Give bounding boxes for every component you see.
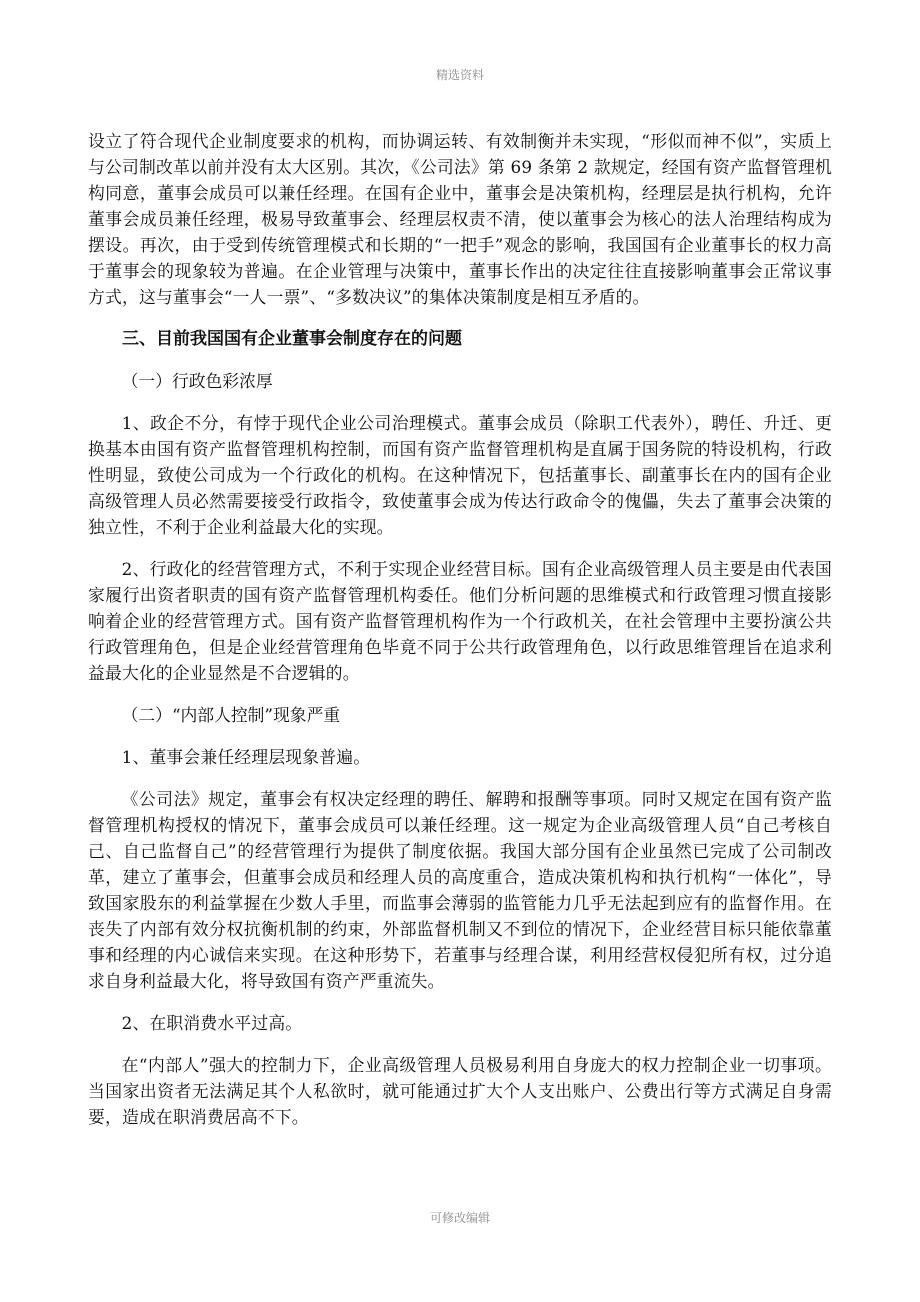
document-body	[88, 128, 832, 1146]
paragraph-company-law: 《公司法》规定，董事会有权决定经理的聘任、解聘和报酬等事项。同时又规定在国有资产监督管理机构授权的情况下，董事会成员可以兼任经理。这一规定为企业高级管理人员“自己考核自己、自己监督自己”的经营管理行为提供了制度依据。我国大部分国有企业虽然已完成了公司制改革，建立了董事会，但董事会成员和经理人员的高度重合，造成决策机构和执行机构“一体化”，导致国家股东的利益掌握在少数人手里，而监事会薄弱的监管能力几乎无法起到应有的监督作用。在丧失了内部有效分权抗衡机制的约束，外部监督机制又不到位的情况下，企业经营目标只能依靠董事和经理的内心诚信来实现。在这种形势下，若董事与经理合谋，利用经营权侵犯所有权，过分追求自身利益最大化，将导致国有资产严重流失。	[88, 789, 832, 991]
subsection-heading-administrative: （一）行政色彩浓厚	[121, 371, 273, 391]
subsection-heading-insider-control: （二）“内部人控制”现象严重	[121, 705, 341, 725]
paragraph-politics-enterprise: 1、政企不分，有悖于现代企业公司治理模式。董事会成员（除职工代表外），聘任、升迁、更换基本由国有资产监督管理机构控制，而国有资产监督管理机构是直属于国务院的特设机构，行政性明显，致使公司成为一个行政化的机构。在这种情况下，包括董事长、副董事长在内的国有企业高级管理人员必然需要接受行政指令，致使董事会成为传达行政命令的傀儡，失去了董事会决策的独立性，不利于企业利益最大化的实现。	[88, 413, 832, 537]
section-heading: 三、目前我国国有企业董事会制度存在的问题	[122, 329, 462, 349]
paragraph-insider-power: 在“内部人”强大的控制力下，企业高级管理人员极易利用自身庞大的权力控制企业一切事项。当国家出资者无法满足其个人私欲时，就可能通过扩大个人支出账户、公费出行等方式满足自身需要，造成在职消费居高不下。	[88, 1055, 832, 1127]
paragraph-board-concurrent: 1、董事会兼任经理层现象普遍。	[121, 747, 371, 767]
paragraph-administrative-management: 2、行政化的经营管理方式，不利于实现企业经营目标。国有企业高级管理人员主要是由代表国家履行出资者职责的国有资产监督管理机构委任。他们分析问题的思维模式和行政管理习惯直接影响着企业的经营管理方式。国有资产监督管理机构作为一个行政机关，在社会管理中主要扮演公共行政管理角色，但是企业经营管理角色毕竟不同于公共行政管理角色，以行政思维管理旨在追求利益最大化的企业显然是不合逻辑的。	[88, 559, 832, 683]
page-header: 精选资料	[435, 68, 484, 82]
paragraph-continuation: 设立了符合现代企业制度要求的机构，而协调运转、有效制衡并未实现，“形似而神不似”，实质上与公司制改革以前并没有太大区别。其次，《公司法》第 69 条第 2 款规定，经国有资产监督管理机构同意，董事会成员可以兼任经理。在国有企业中，董事会是决策机构，经理层是执行机构，允许董事会成员兼任经理，极易导致董事会、经理层权责不清，使以董事会为核心的法人治理结构成为摆设。再次，由于受到传统管理模式和长期的“一把手”观念的影响，我国国有企业董事长的权力高于董事会的现象较为普遍。在企业管理与决策中，董事长作出的决定往往直接影响董事会正常议事方式，这与董事会“一人一票”、“多数决议”的集体决策制度是相互矛盾的。	[88, 131, 832, 307]
page-footer: 可修改编辑	[429, 1211, 490, 1225]
paragraph-consumption: 2、在职消费水平过高。	[121, 1013, 303, 1033]
